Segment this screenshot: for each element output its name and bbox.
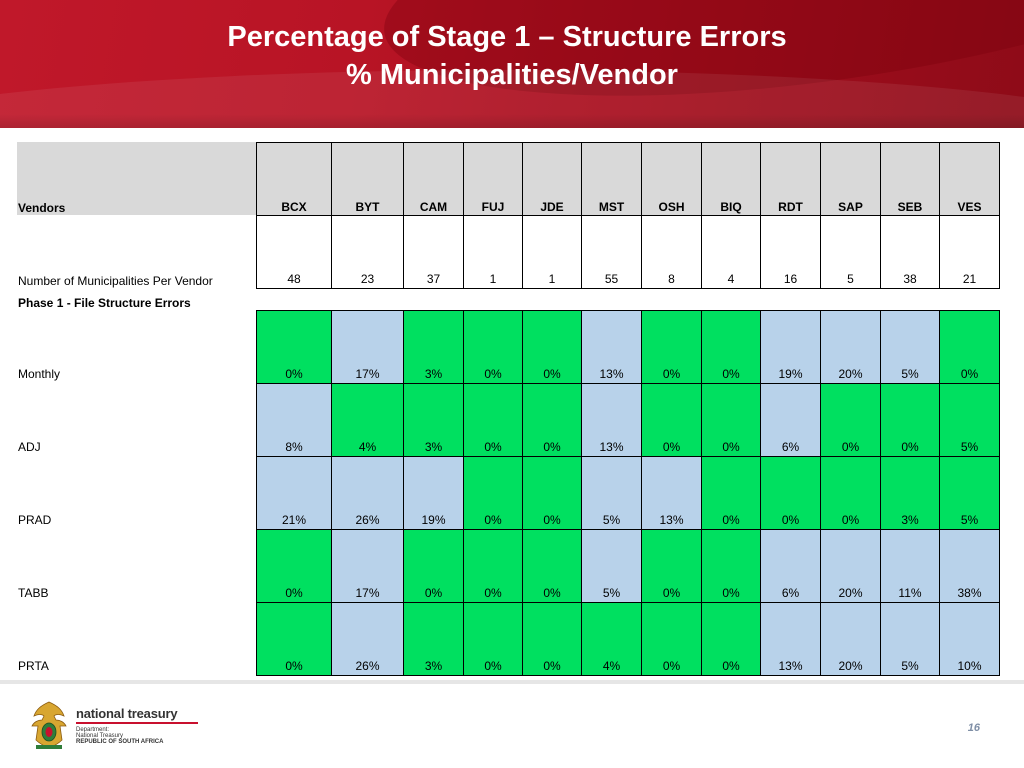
section-label: Phase 1 - File Structure Errors [18, 296, 191, 310]
vendor-header-sap: SAP [820, 142, 881, 216]
vendor-header-fuj: FUJ [463, 142, 523, 216]
error-percent-cell: 17% [331, 310, 404, 384]
municipality-count-cell: 1 [522, 215, 582, 289]
error-percent-cell: 20% [820, 602, 881, 676]
error-percent-cell: 0% [701, 456, 761, 530]
vendor-header-ves: VES [939, 142, 1000, 216]
municipality-count-cell: 55 [581, 215, 642, 289]
error-percent-cell: 0% [701, 602, 761, 676]
vendor-header-bcx: BCX [256, 142, 332, 216]
error-percent-cell: 0% [939, 310, 1000, 384]
error-percent-cell: 0% [522, 383, 582, 457]
dept-line-1: Department: [76, 727, 110, 733]
municipality-count-cell: 23 [331, 215, 404, 289]
error-percent-cell: 4% [331, 383, 404, 457]
footer-divider [0, 680, 1024, 684]
error-percent-cell: 0% [403, 529, 464, 603]
error-percent-cell: 13% [581, 310, 642, 384]
error-percent-cell: 0% [641, 310, 702, 384]
vendor-header-jde: JDE [522, 142, 582, 216]
error-percent-cell: 17% [331, 529, 404, 603]
error-percent-cell: 0% [880, 383, 940, 457]
row-label-tabb: TABB [18, 586, 49, 600]
logo-name: national treasury [76, 706, 178, 721]
row-label-adj: ADJ [18, 440, 41, 454]
error-percent-cell: 0% [820, 456, 881, 530]
error-percent-cell: 11% [880, 529, 940, 603]
error-percent-cell: 19% [403, 456, 464, 530]
error-percent-cell: 0% [463, 456, 523, 530]
error-percent-cell: 5% [880, 310, 940, 384]
error-percent-cell: 0% [641, 383, 702, 457]
error-percent-cell: 19% [760, 310, 821, 384]
error-percent-cell: 0% [463, 602, 523, 676]
dept-line-3: REPUBLIC OF SOUTH AFRICA [76, 739, 164, 745]
municipality-count-cell: 21 [939, 215, 1000, 289]
error-percent-cell: 0% [701, 383, 761, 457]
vendors-label: Vendors [18, 201, 66, 215]
vendor-header-cam: CAM [403, 142, 464, 216]
error-percent-cell: 5% [880, 602, 940, 676]
error-percent-cell: 20% [820, 529, 881, 603]
error-percent-cell: 0% [820, 383, 881, 457]
slide-title [0, 18, 1024, 94]
municipality-count-cell: 4 [701, 215, 761, 289]
error-percent-cell: 0% [641, 529, 702, 603]
error-percent-cell: 0% [522, 529, 582, 603]
error-percent-cell: 21% [256, 456, 332, 530]
error-percent-cell: 8% [256, 383, 332, 457]
error-percent-cell: 13% [760, 602, 821, 676]
row-label-monthly: Monthly [18, 367, 61, 381]
coat-of-arms-icon [28, 700, 70, 752]
title-line-2: % Municipalities/Vendor [346, 59, 678, 91]
municipality-count-cell: 38 [880, 215, 940, 289]
error-percent-cell: 10% [939, 602, 1000, 676]
error-percent-cell: 5% [581, 456, 642, 530]
error-percent-cell: 0% [701, 529, 761, 603]
error-percent-cell: 0% [701, 310, 761, 384]
municipalities-label: Number of Municipalities Per Vendor [18, 274, 213, 288]
error-percent-cell: 5% [939, 456, 1000, 530]
error-percent-cell: 3% [403, 602, 464, 676]
vendor-header-osh: OSH [641, 142, 702, 216]
error-percent-cell: 26% [331, 456, 404, 530]
municipality-count-cell: 8 [641, 215, 702, 289]
title-line-1: Percentage of Stage 1 – Structure Errors [227, 21, 787, 53]
error-percent-cell: 38% [939, 529, 1000, 603]
error-percent-cell: 20% [820, 310, 881, 384]
page-number: 16 [967, 722, 980, 734]
municipality-count-cell: 16 [760, 215, 821, 289]
error-percent-cell: 0% [463, 529, 523, 603]
error-percent-cell: 4% [581, 602, 642, 676]
error-percent-cell: 0% [256, 310, 332, 384]
error-percent-cell: 6% [760, 529, 821, 603]
error-percent-cell: 0% [522, 602, 582, 676]
row-label-prta: PRTA [18, 659, 49, 673]
treasury-logo [28, 700, 188, 752]
vendor-header-seb: SEB [880, 142, 940, 216]
error-percent-cell: 6% [760, 383, 821, 457]
error-percent-cell: 3% [403, 310, 464, 384]
error-percent-cell: 0% [256, 602, 332, 676]
error-percent-cell: 0% [522, 310, 582, 384]
error-percent-cell: 13% [641, 456, 702, 530]
error-percent-cell: 3% [880, 456, 940, 530]
error-percent-cell: 0% [463, 383, 523, 457]
municipality-count-cell: 48 [256, 215, 332, 289]
title-banner [0, 0, 1024, 128]
error-percent-cell: 0% [641, 602, 702, 676]
vendor-header-biq: BIQ [701, 142, 761, 216]
error-percent-cell: 5% [939, 383, 1000, 457]
error-percent-cell: 13% [581, 383, 642, 457]
error-percent-cell: 5% [581, 529, 642, 603]
vendor-header-byt: BYT [331, 142, 404, 216]
error-percent-cell: 0% [463, 310, 523, 384]
dept-line-2: National Treasury [76, 733, 124, 739]
vendor-header-rdt: RDT [760, 142, 821, 216]
municipality-count-cell: 37 [403, 215, 464, 289]
municipality-count-cell: 1 [463, 215, 523, 289]
row-label-prad: PRAD [18, 513, 52, 527]
error-percent-cell: 0% [760, 456, 821, 530]
vendor-header-mst: MST [581, 142, 642, 216]
error-percent-cell: 0% [256, 529, 332, 603]
error-percent-cell: 0% [522, 456, 582, 530]
error-percent-cell: 3% [403, 383, 464, 457]
municipality-count-cell: 5 [820, 215, 881, 289]
error-percent-cell: 26% [331, 602, 404, 676]
